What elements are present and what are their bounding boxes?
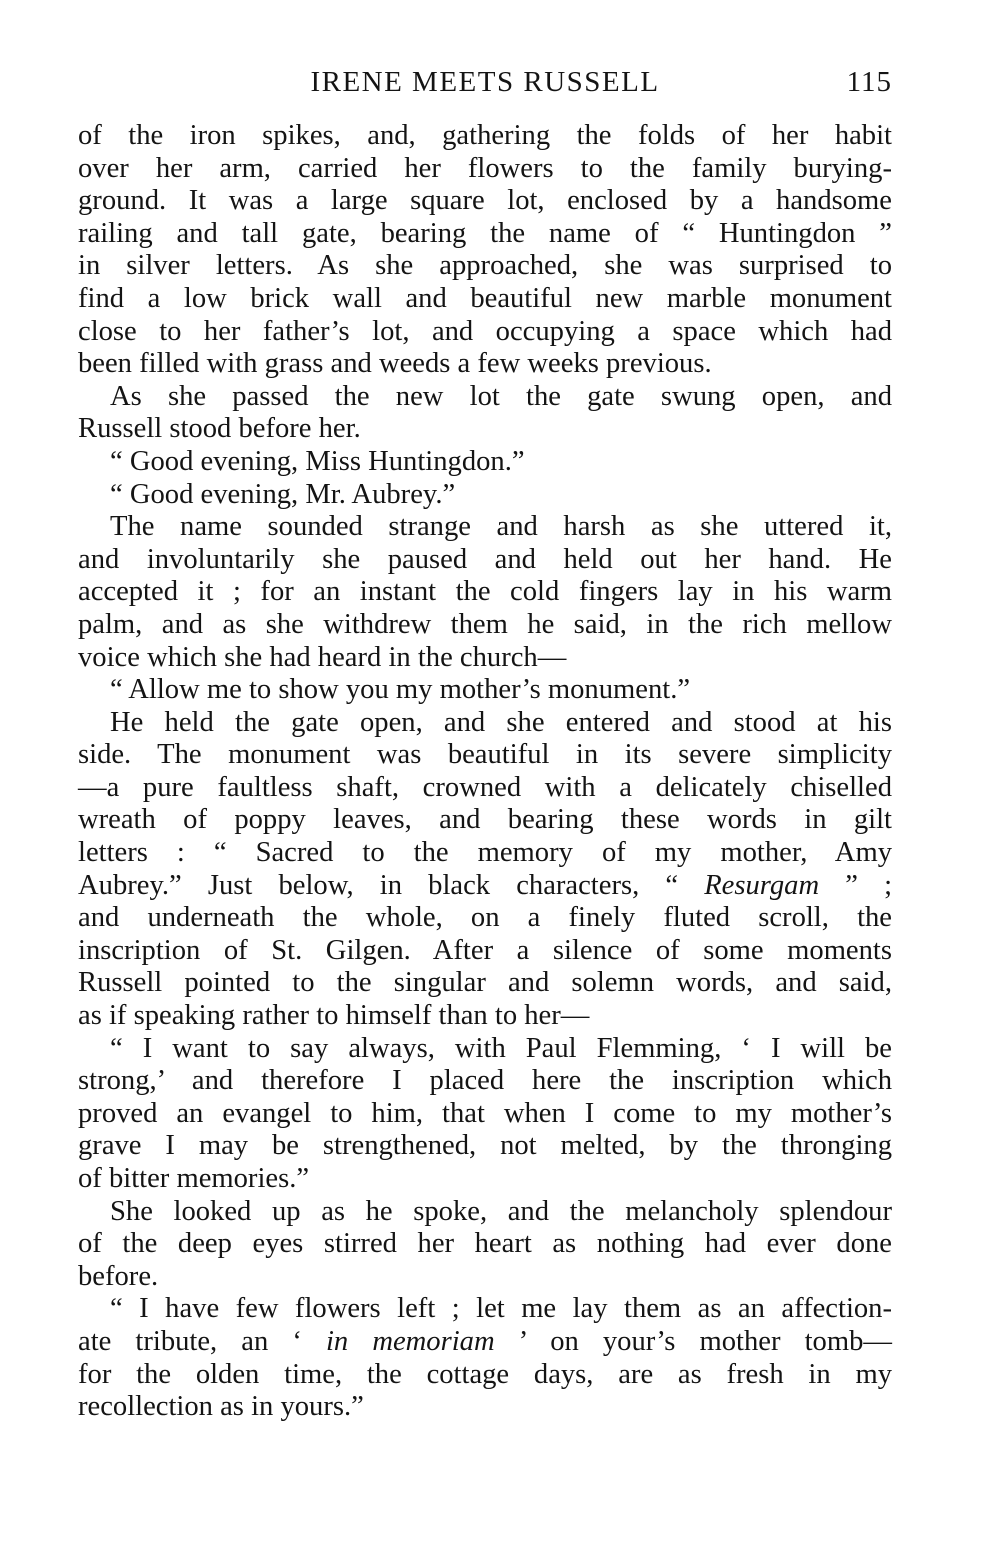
text-line: letters : “ Sacred to the memory of my mother, Amy bbox=[78, 837, 892, 869]
text-line: “ Good evening, Mr. Aubrey.” bbox=[110, 478, 456, 510]
text-line: and involuntarily she paused and held out her hand. He bbox=[78, 543, 892, 575]
text-line: “ Good evening, Miss Huntingdon.” bbox=[110, 445, 525, 477]
text-line: The name sounded strange and harsh as she uttered it, bbox=[110, 511, 892, 543]
text-line: for the olden time, the cottage days, are as fresh in my bbox=[78, 1358, 892, 1390]
running-head bbox=[78, 60, 892, 104]
text-line: He held the gate open, and she entered and stood at his bbox=[110, 706, 892, 738]
text-line: “ Allow me to show you my mother’s monument.” bbox=[110, 674, 691, 706]
body-text bbox=[78, 120, 892, 1424]
text-line: been filled with grass and weeds a few weeks previous. bbox=[78, 348, 712, 380]
text-line: “ I have few flowers left ; let me lay them as an affection- bbox=[110, 1293, 892, 1325]
text-line: voice which she had heard in the church— bbox=[78, 641, 567, 673]
text-line: close to her father’s lot, and occupying a space which had bbox=[78, 315, 892, 347]
text-line bbox=[78, 870, 892, 903]
text-line: inscription of St. Gilgen. After a silence of some moments bbox=[78, 934, 892, 966]
text-line: strong,’ and therefore I placed here the inscription which bbox=[78, 1065, 892, 1097]
text-line: palm, and as she withdrew them he said, in the rich mellow bbox=[78, 608, 892, 640]
text-line: and underneath the whole, on a finely fluted scroll, the bbox=[78, 902, 892, 934]
text-line: side. The monument was beautiful in its severe simplicity bbox=[78, 739, 892, 771]
text-line: of the iron spikes, and, gathering the folds of her habit bbox=[78, 120, 892, 151]
text-line: ground. It was a large square lot, enclosed by a handsome bbox=[78, 185, 892, 217]
italic-phrase: in memoriam bbox=[325, 1325, 495, 1357]
text-line: wreath of poppy leaves, and bearing these words in gilt bbox=[78, 804, 892, 836]
text-line: of bitter memories.” bbox=[78, 1163, 310, 1194]
text-segment: ate tribute, an ‘ bbox=[78, 1325, 326, 1357]
text-line bbox=[78, 1326, 892, 1359]
text-line: grave I may be strengthened, not melted, by the thronging bbox=[78, 1130, 892, 1162]
text-line: —a pure faultless shaft, crowned with a delicately chiselled bbox=[78, 771, 892, 803]
text-line: “ I want to say always, with Paul Flemming, ‘ I will be bbox=[110, 1032, 892, 1064]
text-line: recollection as in yours.” bbox=[78, 1391, 364, 1423]
text-line: railing and tall gate, bearing the name of “ Huntingdon ” bbox=[78, 217, 892, 249]
text-line: find a low brick wall and beautiful new marble monument bbox=[78, 282, 892, 314]
text-line: before. bbox=[78, 1260, 159, 1292]
running-title: IRENE MEETS RUSSELL bbox=[310, 66, 660, 98]
italic-phrase: Resurgam bbox=[704, 869, 820, 901]
page-number: 115 bbox=[846, 66, 892, 98]
text-line: as if speaking rather to himself than to her— bbox=[78, 1000, 590, 1032]
text-segment: ” ; bbox=[819, 869, 893, 901]
text-line: Russell pointed to the singular and solemn words, and said, bbox=[78, 967, 892, 999]
text-line: in silver letters. As she approached, she was surprised to bbox=[78, 250, 892, 282]
text-line: proved an evangel to him, that when I come to my mother’s bbox=[78, 1097, 892, 1129]
text-line: Russell stood before her. bbox=[78, 413, 361, 445]
text-line: She looked up as he spoke, and the melancholy splendour bbox=[110, 1195, 892, 1227]
text-line: accepted it ; for an instant the cold fingers lay in his warm bbox=[78, 576, 892, 608]
text-segment: Aubrey.” Just below, in black characters, “ bbox=[78, 869, 705, 901]
text-line: of the deep eyes stirred her heart as nothing had ever done bbox=[78, 1228, 892, 1260]
text-line: As she passed the new lot the gate swung open, and bbox=[110, 380, 892, 412]
text-segment: ’ on your’s mother tomb— bbox=[494, 1325, 892, 1357]
text-line: over her arm, carried her flowers to the family burying- bbox=[78, 152, 892, 184]
